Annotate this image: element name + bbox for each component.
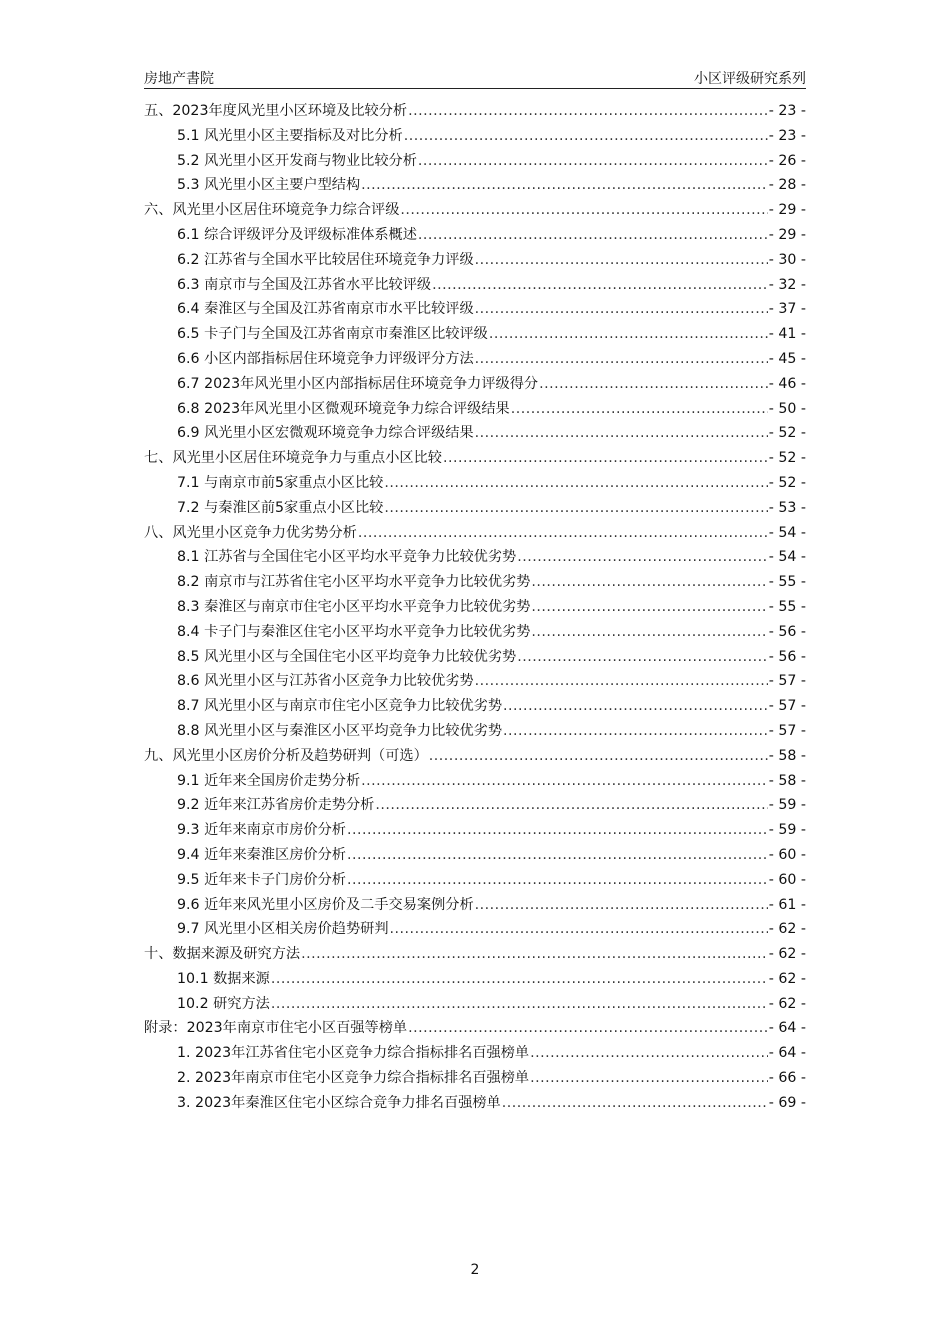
toc-entry[interactable] (144, 546, 806, 571)
toc-entry-title: 六、风光里小区居住环境竞争力综合评级 (144, 202, 400, 219)
toc-entry-page: - 64 - (768, 1045, 806, 1062)
toc-leader-dots (475, 897, 768, 913)
toc-entry[interactable] (144, 1067, 806, 1092)
toc-entry-title: 9.6 近年来风光里小区房价及二手交易案例分析 (177, 896, 474, 913)
toc-entry-page: - 57 - (768, 673, 806, 690)
toc-entry-title: 1. 2023年江苏省住宅小区竞争力综合指标排名百强榜单 (177, 1045, 530, 1062)
toc-entry-page: - 66 - (768, 1070, 806, 1087)
toc-entry-title: 7.1 与南京市前5家重点小区比较 (177, 474, 384, 491)
toc-leader-dots (271, 996, 768, 1012)
toc-entry[interactable] (144, 522, 806, 547)
toc-leader-dots (502, 1095, 768, 1111)
toc-entry-page: - 56 - (768, 623, 806, 640)
toc-entry-title: 9.5 近年来卡子门房价分析 (177, 871, 346, 888)
toc-leader-dots (361, 773, 768, 789)
toc-entry[interactable] (144, 249, 806, 274)
toc-entry-page: - 60 - (768, 846, 806, 863)
toc-entry-title: 3. 2023年秦淮区住宅小区综合竞争力排名百强榜单 (177, 1094, 501, 1111)
toc-leader-dots (475, 673, 768, 689)
toc-entry-page: - 53 - (768, 499, 806, 516)
toc-entry[interactable] (144, 695, 806, 720)
toc-leader-dots (475, 425, 768, 441)
toc-entry[interactable] (144, 646, 806, 671)
toc-entry[interactable] (144, 869, 806, 894)
toc-entry-page: - 23 - (768, 103, 806, 119)
toc-leader-dots (517, 549, 767, 565)
toc-entry[interactable] (144, 670, 806, 695)
toc-leader-dots (475, 301, 768, 317)
toc-leader-dots (347, 822, 768, 838)
toc-entry[interactable] (144, 943, 806, 968)
toc-leader-dots (418, 153, 768, 169)
toc-entry[interactable] (144, 770, 806, 795)
toc-entry-title: 6.2 江苏省与全国水平比较居住环境竞争力评级 (177, 251, 474, 268)
toc-entry-page: - 58 - (768, 772, 806, 789)
toc-entry-title: 6.6 小区内部指标居住环境竞争力评级评分方法 (177, 350, 474, 367)
toc-entry-page: - 61 - (768, 896, 806, 913)
header-left-title: 房地产書院 (144, 71, 214, 87)
toc-leader-dots (530, 1045, 768, 1061)
toc-entry-title: 9.2 近年来江苏省房价走势分析 (177, 797, 375, 814)
toc-entry-title: 7.2 与秦淮区前5家重点小区比较 (177, 499, 384, 516)
toc-leader-dots (271, 971, 768, 987)
toc-leader-dots (429, 748, 768, 764)
toc-entry-page: - 46 - (768, 375, 806, 392)
toc-entry-page: - 54 - (768, 524, 806, 541)
toc-entry-title: 2. 2023年南京市住宅小区竞争力综合指标排名百强榜单 (177, 1070, 530, 1087)
toc-entry-page: - 55 - (768, 598, 806, 615)
toc-entry-page: - 29 - (768, 202, 806, 219)
toc-entry-page: - 59 - (768, 822, 806, 839)
toc-entry-page: - 59 - (768, 797, 806, 814)
toc-leader-dots (347, 872, 768, 888)
toc-entry-page: - 45 - (768, 350, 806, 367)
toc-entry-page: - 29 - (768, 226, 806, 243)
toc-entry-title: 9.4 近年来秦淮区房价分析 (177, 846, 346, 863)
toc-entry[interactable] (144, 274, 806, 299)
toc-entry[interactable] (144, 422, 806, 447)
toc-leader-dots (475, 252, 768, 268)
toc-entry-title: 8.2 南京市与江苏省住宅小区平均水平竞争力比较优劣势 (177, 574, 531, 591)
toc-entry[interactable] (144, 819, 806, 844)
toc-entry-title: 附录：2023年南京市住宅小区百强等榜单 (144, 1020, 408, 1037)
toc-entry[interactable] (144, 125, 806, 150)
toc-entry[interactable] (144, 1042, 806, 1067)
toc-entry-title: 十、数据来源及研究方法 (144, 946, 301, 963)
toc-entry-title: 8.4 卡子门与秦淮区住宅小区平均水平竞争力比较优劣势 (177, 623, 531, 640)
toc-entry-title: 6.4 秦淮区与全国及江苏省南京市水平比较评级 (177, 301, 474, 318)
toc-entry-page: - 52 - (768, 474, 806, 491)
toc-leader-dots (408, 103, 768, 119)
toc-entry-page: - 23 - (768, 127, 806, 144)
toc-leader-dots (347, 847, 768, 863)
toc-entry-page: - 26 - (768, 152, 806, 169)
toc-entry-title: 10.1 数据来源 (177, 970, 270, 987)
toc-entry[interactable] (144, 348, 806, 373)
page-header (144, 66, 806, 89)
toc-entry-page: - 50 - (768, 400, 806, 417)
toc-entry-title: 6.7 2023年风光里小区内部指标居住环境竞争力评级得分 (177, 375, 539, 392)
toc-entry-page: - 62 - (768, 946, 806, 963)
toc-leader-dots (475, 351, 768, 367)
toc-entry-page: - 62 - (768, 921, 806, 938)
toc-entry-title: 6.5 卡子门与全国及江苏省南京市秦淮区比较评级 (177, 326, 488, 343)
toc-entry-page: - 54 - (768, 549, 806, 566)
toc-leader-dots (511, 401, 768, 417)
toc-leader-dots (531, 599, 767, 615)
toc-entry-title: 8.5 风光里小区与全国住宅小区平均竞争力比较优劣势 (177, 648, 517, 665)
toc-entry[interactable] (144, 150, 806, 175)
header-right-title: 小区评级研究系列 (694, 71, 806, 87)
toc-leader-dots (531, 624, 767, 640)
toc-leader-dots (390, 921, 768, 937)
toc-entry-title: 七、风光里小区居住环境竞争力与重点小区比较 (144, 450, 442, 467)
toc-entry[interactable] (144, 720, 806, 745)
toc-leader-dots (375, 797, 767, 813)
toc-leader-dots (384, 475, 767, 491)
toc-leader-dots (531, 574, 767, 590)
toc-entry-title: 8.7 风光里小区与南京市住宅小区竞争力比较优劣势 (177, 698, 503, 715)
toc-entry[interactable] (144, 323, 806, 348)
toc-entry-page: - 57 - (768, 722, 806, 739)
toc-entry-title: 五、2023年度风光里小区环境及比较分析 (144, 103, 408, 119)
toc-entry-page: - 52 - (768, 425, 806, 442)
toc-entry[interactable] (144, 1017, 806, 1042)
toc-entry-page: - 56 - (768, 648, 806, 665)
toc-entry-title: 8.6 风光里小区与江苏省小区竞争力比较优劣势 (177, 673, 474, 690)
toc-entry-page: - 69 - (768, 1094, 806, 1111)
toc-entry-page: - 55 - (768, 574, 806, 591)
toc-entry[interactable] (144, 1092, 806, 1117)
toc-entry[interactable] (144, 596, 806, 621)
toc-entry[interactable] (144, 844, 806, 869)
toc-entry[interactable] (144, 745, 806, 770)
toc-entry[interactable] (144, 894, 806, 919)
toc-entry-page: - 62 - (768, 970, 806, 987)
toc-leader-dots (301, 946, 768, 962)
toc-leader-dots (358, 525, 768, 541)
toc-entry[interactable] (144, 100, 806, 125)
toc-leader-dots (489, 326, 768, 342)
toc-entry-page: - 41 - (768, 326, 806, 343)
toc-leader-dots (503, 723, 768, 739)
toc-entry-title: 9.7 风光里小区相关房价趋势研判 (177, 921, 389, 938)
toc-entry-title: 5.3 风光里小区主要户型结构 (177, 177, 361, 194)
toc-entry[interactable] (144, 621, 806, 646)
toc-entry-title: 八、风光里小区竞争力优劣势分析 (144, 524, 357, 541)
toc-leader-dots (400, 202, 767, 218)
toc-leader-dots (539, 376, 768, 392)
toc-leader-dots (517, 649, 767, 665)
toc-entry-page: - 62 - (768, 995, 806, 1012)
toc-entry[interactable] (144, 794, 806, 819)
toc-entry-title: 9.3 近年来南京市房价分析 (177, 822, 346, 839)
toc-entry-title: 6.3 南京市与全国及江苏省水平比较评级 (177, 276, 432, 293)
toc-entry[interactable] (144, 993, 806, 1018)
toc-leader-dots (384, 500, 767, 516)
table-of-contents (144, 100, 806, 1117)
toc-entry-title: 6.1 综合评级评分及评级标准体系概述 (177, 226, 417, 243)
toc-entry-page: - 57 - (768, 698, 806, 715)
toc-entry-title: 九、风光里小区房价分析及趋势研判（可选） (144, 747, 428, 764)
toc-entry[interactable] (144, 199, 806, 224)
toc-leader-dots (530, 1070, 768, 1086)
toc-leader-dots (404, 128, 768, 144)
toc-entry-page: - 37 - (768, 301, 806, 318)
toc-leader-dots (418, 227, 768, 243)
toc-entry-title: 8.3 秦淮区与南京市住宅小区平均水平竞争力比较优劣势 (177, 598, 531, 615)
toc-entry[interactable] (144, 373, 806, 398)
toc-leader-dots (503, 698, 768, 714)
toc-leader-dots (361, 177, 768, 193)
toc-entry-page: - 64 - (768, 1020, 806, 1037)
toc-entry-title: 8.8 风光里小区与秦淮区小区平均竞争力比较优劣势 (177, 722, 503, 739)
toc-entry[interactable] (144, 398, 806, 423)
toc-entry-title: 5.1 风光里小区主要指标及对比分析 (177, 127, 403, 144)
toc-entry[interactable] (144, 497, 806, 522)
toc-entry-page: - 32 - (768, 276, 806, 293)
toc-entry[interactable] (144, 447, 806, 472)
toc-entry-title: 6.8 2023年风光里小区微观环境竞争力综合评级结果 (177, 400, 510, 417)
toc-entry-title: 10.2 研究方法 (177, 995, 270, 1012)
toc-entry[interactable] (144, 298, 806, 323)
toc-leader-dots (408, 1020, 768, 1036)
toc-entry[interactable] (144, 472, 806, 497)
toc-entry[interactable] (144, 918, 806, 943)
toc-entry-page: - 30 - (768, 251, 806, 268)
page-number: 2 (470, 1262, 480, 1278)
toc-entry-title: 5.2 风光里小区开发商与物业比较分析 (177, 152, 417, 169)
toc-entry[interactable] (144, 224, 806, 249)
toc-entry-page: - 58 - (768, 747, 806, 764)
toc-entry-page: - 28 - (768, 177, 806, 194)
toc-entry[interactable] (144, 571, 806, 596)
toc-entry[interactable] (144, 968, 806, 993)
toc-entry[interactable] (144, 174, 806, 199)
toc-leader-dots (432, 277, 768, 293)
toc-entry-title: 9.1 近年来全国房价走势分析 (177, 772, 361, 789)
toc-entry-title: 6.9 风光里小区宏微观环境竞争力综合评级结果 (177, 425, 474, 442)
toc-entry-page: - 60 - (768, 871, 806, 888)
toc-entry-title: 8.1 江苏省与全国住宅小区平均水平竞争力比较优劣势 (177, 549, 517, 566)
toc-leader-dots (443, 450, 768, 466)
toc-entry-page: - 52 - (768, 450, 806, 467)
